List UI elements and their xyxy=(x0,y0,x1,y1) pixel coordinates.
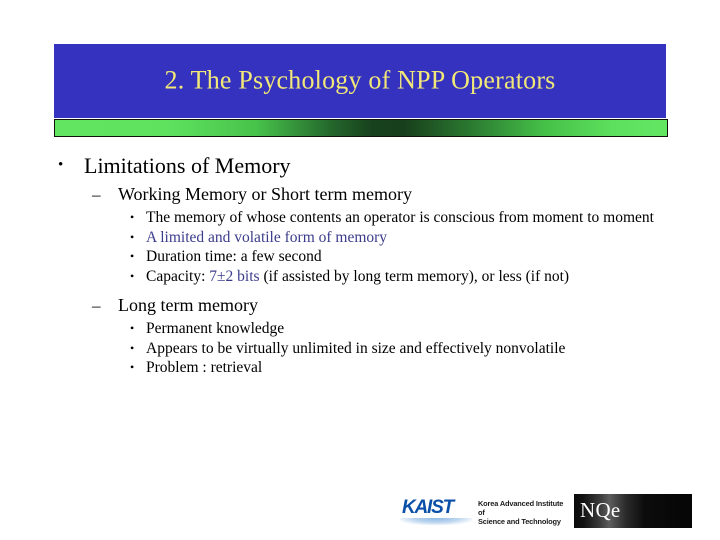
bullet-text xyxy=(146,208,654,228)
bullet-text-segment-accent: A limited and volatile form of memory xyxy=(146,228,388,246)
bullet-level3-item xyxy=(0,267,720,287)
title-banner xyxy=(54,44,666,118)
bullet-text-segment: Duration time: a few second xyxy=(146,248,322,265)
bullet-marker-icon: • xyxy=(130,321,135,335)
bullet-text xyxy=(146,247,322,267)
bullet-level3-item xyxy=(0,247,720,267)
bullet-text: Working Memory or Short term memory xyxy=(118,184,413,204)
bullet-level3-item xyxy=(0,208,720,228)
nqe-logo-badge xyxy=(574,494,692,528)
bullet-text-segment: Problem : retrieval xyxy=(146,359,263,376)
bullet-marker-icon: • xyxy=(130,340,135,355)
bullet-marker-icon: • xyxy=(58,157,64,173)
bullet-level2-long-term-memory xyxy=(0,292,720,319)
bullet-text: Limitations of Memory xyxy=(84,153,291,178)
bullet-marker-icon: • xyxy=(130,268,135,283)
dash-marker-icon: – xyxy=(92,185,101,204)
bullet-level3-item xyxy=(0,319,720,339)
kaist-subtext-line-2: Science and Technology xyxy=(478,517,561,527)
bullet-text: Long term memory xyxy=(118,295,258,315)
kaist-wordmark: KAIST xyxy=(402,497,454,518)
bullet-level3-item xyxy=(0,358,720,378)
bullet-marker-icon: • xyxy=(130,210,135,224)
bullet-text-segment: (if assisted by long term memory), or less (if not) xyxy=(259,267,570,285)
footer-logo-group xyxy=(402,494,692,532)
kaist-subtext-line-1: Korea Advanced Institute of xyxy=(478,499,564,518)
bullet-marker-icon: • xyxy=(130,360,135,374)
bullet-marker-icon: • xyxy=(130,249,135,263)
bullet-level1-limitations-of-memory xyxy=(0,150,720,181)
bullet-text-segment: Appears to be virtually unlimited in size and effectively nonvolatile xyxy=(146,339,566,357)
slide-body xyxy=(0,150,720,378)
bullet-level3-item xyxy=(0,228,720,248)
bullet-text-segment: Capacity: xyxy=(146,267,210,285)
bullet-text xyxy=(146,339,565,359)
bullet-text xyxy=(146,228,387,248)
bullet-level3-item xyxy=(0,339,720,359)
page-title: 2. The Psychology of NPP Operators xyxy=(164,65,556,95)
kaist-logo xyxy=(402,498,470,524)
bullet-level2-working-memory xyxy=(0,181,720,208)
bullet-text-segment-accent: 7±2 bits xyxy=(209,267,260,285)
kaist-swoosh-icon xyxy=(400,518,472,525)
bullet-text xyxy=(146,358,262,378)
bullet-text xyxy=(146,319,284,339)
bullet-marker-icon: • xyxy=(130,229,135,244)
bullet-text xyxy=(146,267,569,287)
nqe-wordmark: NQe xyxy=(580,498,621,522)
accent-divider-bar xyxy=(54,119,668,137)
bullet-text-segment: The memory of whose contents an operator is conscious from moment to moment xyxy=(146,209,654,226)
bullet-text-segment: Permanent knowledge xyxy=(146,320,285,337)
dash-marker-icon: – xyxy=(92,296,101,315)
kaist-institute-subtext xyxy=(478,499,570,527)
